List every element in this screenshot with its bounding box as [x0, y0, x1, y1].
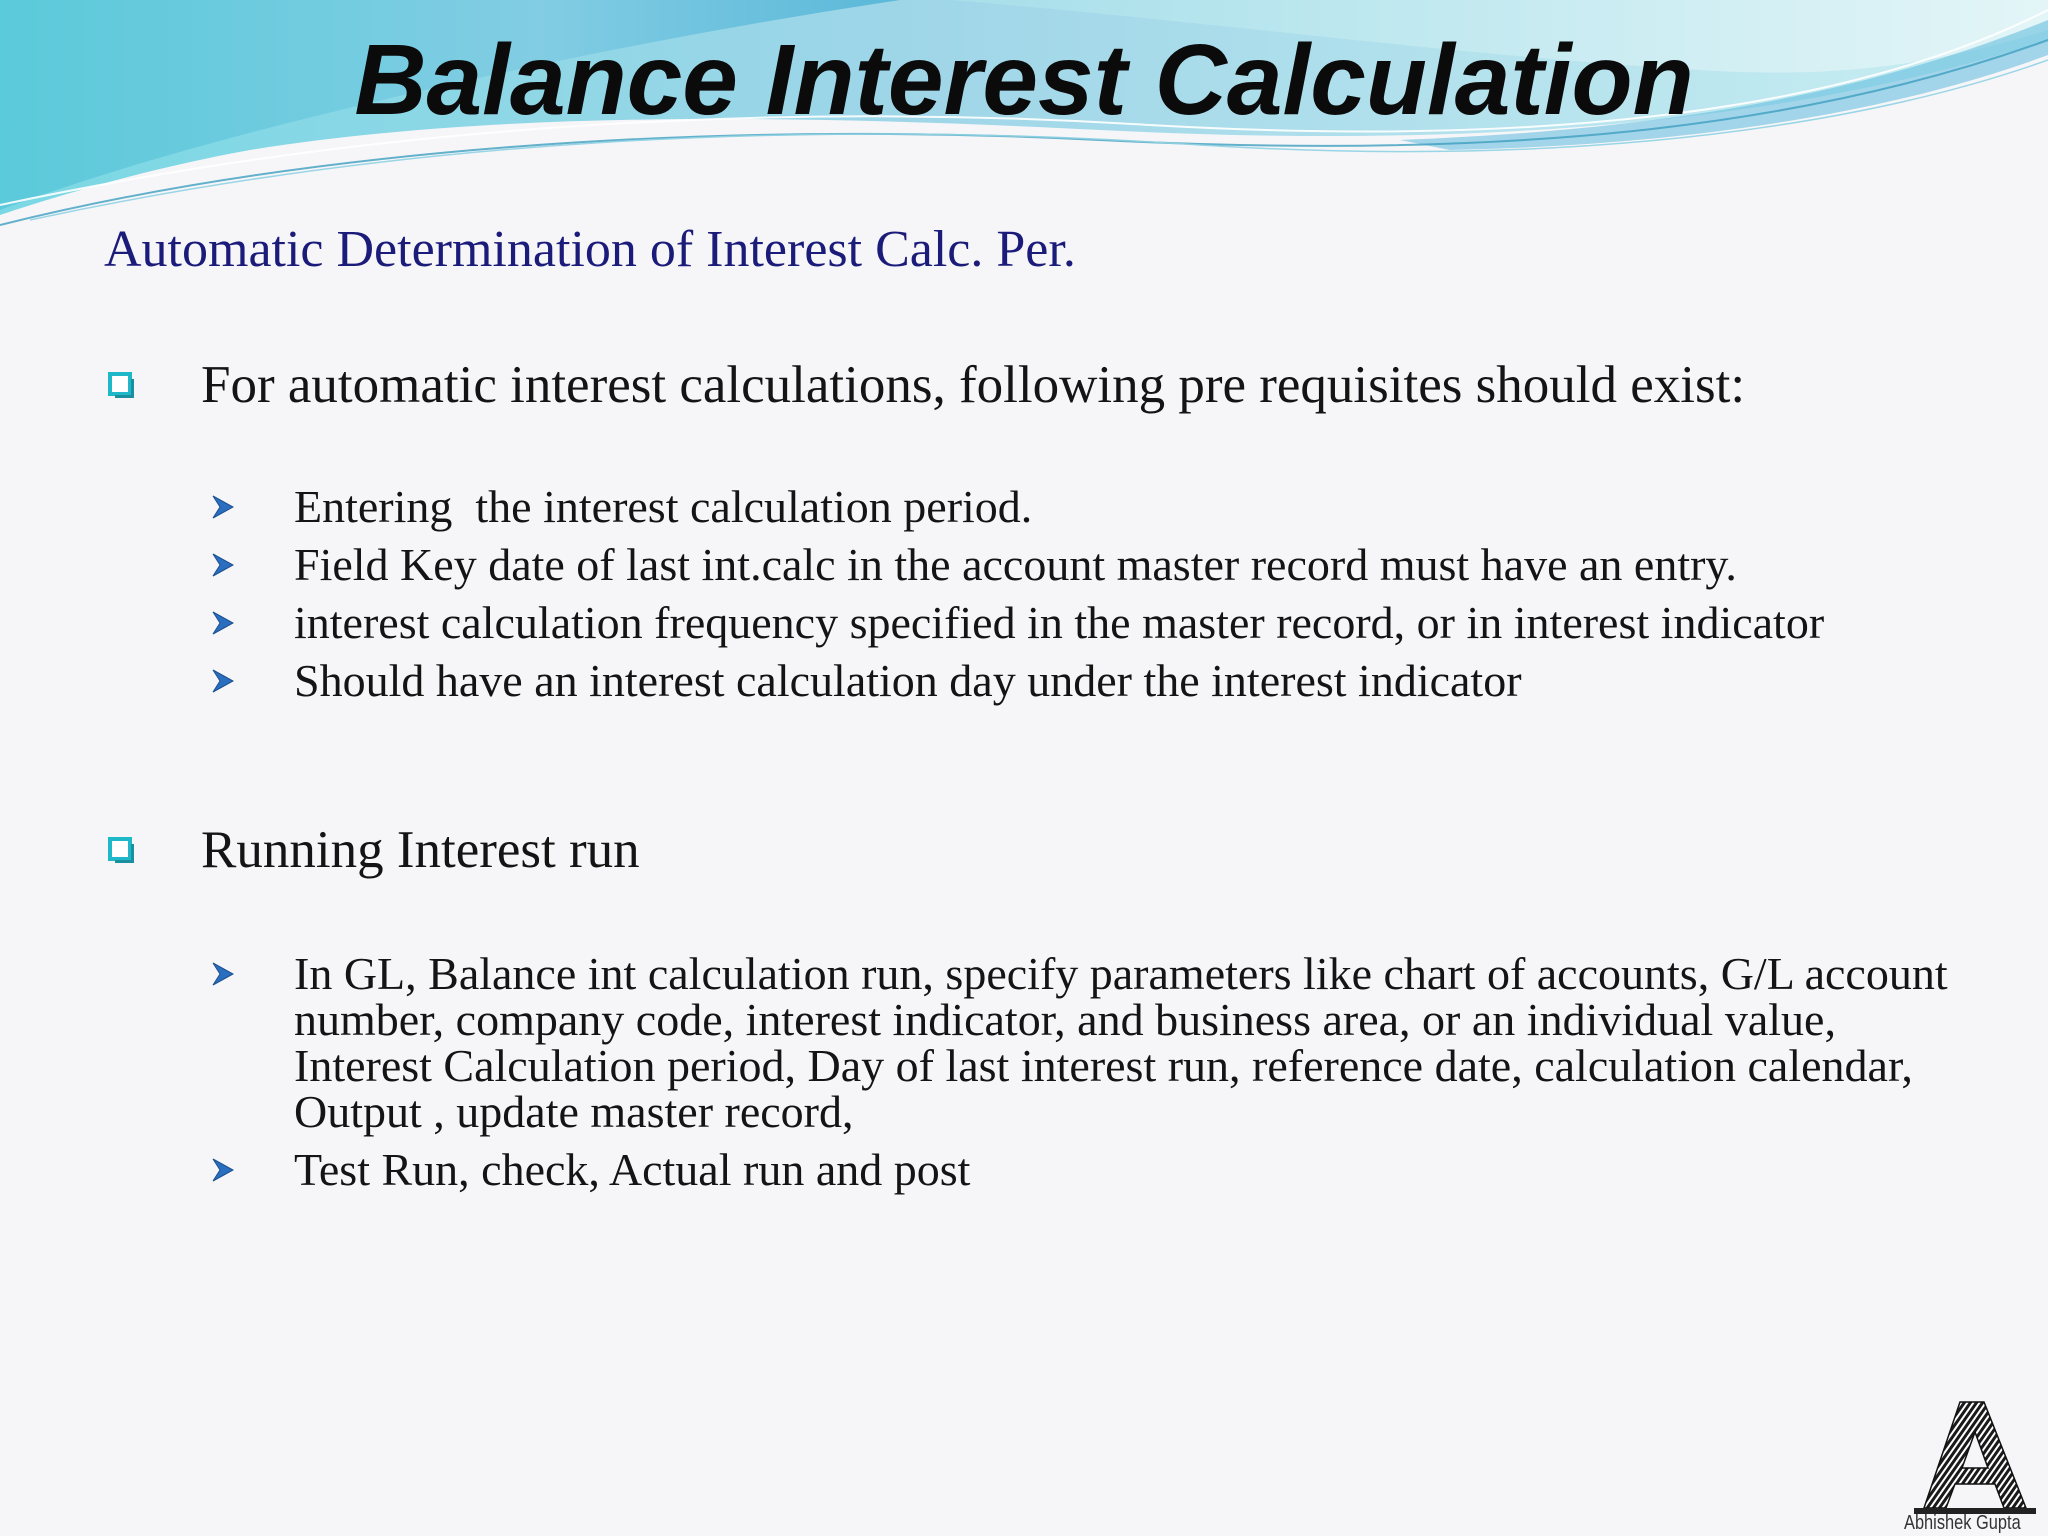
prerequisites-list [208, 481, 1968, 716]
arrowhead-bullet-icon [211, 552, 235, 578]
list-item [208, 655, 1968, 706]
slide-subtitle: Automatic Determination of Interest Calc. Per. [104, 221, 1076, 278]
hollow-square-bullet-icon [108, 372, 134, 398]
list-item-text: In GL, Balance int calculation run, specify parameters like chart of accounts, G/L account number, company code, interest indicator, and business area, or an individual value, Interest Calculation period, Day of last interest run, reference date, calculation calendar, Output , update master record, [294, 948, 1948, 1137]
section-heading: For automatic interest calculations, following pre requisites should exist: [201, 356, 1746, 414]
logo-caption: Abhishek Gupta [1904, 1512, 2021, 1534]
list-item-text: Entering the interest calculation period. [294, 481, 1033, 532]
section-heading: Running Interest run [201, 821, 640, 879]
list-item-text: Should have an interest calculation day under the interest indicator [294, 655, 1522, 706]
hollow-square-bullet-icon [108, 837, 134, 863]
list-item [208, 948, 1968, 1137]
list-item [208, 481, 1968, 532]
interest-run-list [208, 948, 1968, 1205]
arrowhead-bullet-icon [211, 494, 235, 520]
arrowhead-bullet-icon [211, 961, 235, 987]
list-item [208, 597, 1968, 648]
arrowhead-bullet-icon [211, 668, 235, 694]
list-item [208, 1144, 1968, 1195]
list-item-text: interest calculation frequency specified in the master record, or in interest indicator [294, 597, 1825, 648]
list-item-text: Test Run, check, Actual run and post [294, 1144, 971, 1195]
slide-title: Balance Interest Calculation [354, 24, 1694, 136]
arrowhead-bullet-icon [211, 1157, 235, 1183]
arrowhead-bullet-icon [211, 610, 235, 636]
list-item-text: Field Key date of last int.calc in the account master record must have an entry. [294, 539, 1737, 590]
list-item [208, 539, 1968, 590]
